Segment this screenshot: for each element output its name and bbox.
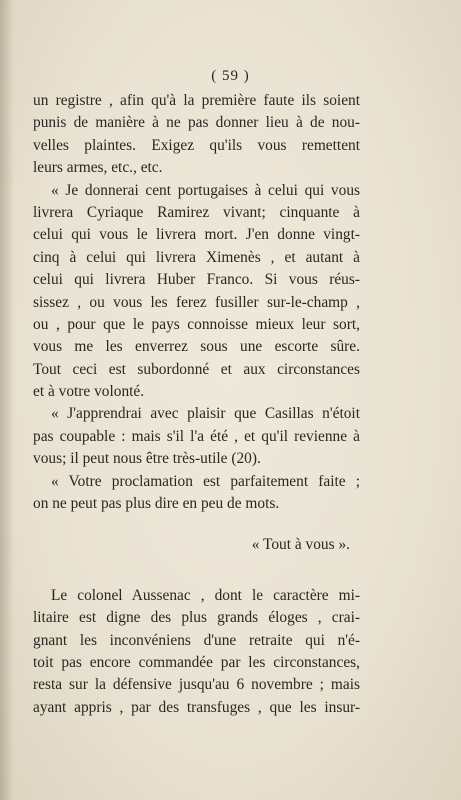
text-line: « Je donnerai cent portugaises à celui qui vous	[51, 181, 360, 199]
text-line: vous; il peut nous être très-utile (20).	[33, 450, 261, 468]
text-line: litaire est digne des plus grands éloges , crai-	[33, 609, 360, 627]
text-line: pas coupable : mais s'il l'a été , et qu'il revienne à	[33, 427, 360, 445]
text-line: velles plaintes. Exigez qu'ils vous remettent	[33, 136, 360, 154]
text-line: leurs armes, etc., etc.	[33, 159, 163, 177]
gutter-shadow	[0, 0, 14, 800]
text-line: resta sur la défensive jusqu'au 6 novembre ; mais	[33, 676, 360, 694]
text-line: ou , pour que le pays connoisse mieux leur sort,	[33, 315, 360, 333]
text-line: cinq à celui qui livrera Ximenès , et autant à	[33, 248, 360, 266]
text-line: « Votre proclamation est parfaitement faite ;	[51, 472, 360, 490]
text-line: livrera Cyriaque Ramirez vivant; cinquante à	[33, 203, 360, 221]
text-line: ayant appris , par des transfuges , que les insur-	[33, 698, 360, 716]
spacer	[33, 557, 360, 585]
text-line: Le colonel Aussenac , dont le caractère mi-	[51, 586, 360, 604]
text-line: Tout ceci est subordonné et aux circonstances	[33, 360, 360, 378]
body-text	[33, 90, 360, 719]
text-line: punis de manière à ne pas donner lieu à de nou-	[33, 114, 360, 132]
signature-line: « Tout à vous ».	[251, 536, 350, 554]
text-line: celui qui vous le livrera mort. J'en donne vingt-	[33, 226, 360, 244]
text-line: sissez , ou vous les ferez fusiller sur-le-champ ,	[33, 293, 360, 311]
text-line: un registre , afin qu'à la première faute ils soient	[33, 92, 360, 109]
text-line: gnant les inconvéniens d'une retraite qui n'é-	[33, 631, 360, 649]
text-line: celui qui livrera Huber Franco. Si vous réus-	[33, 271, 360, 289]
text-line: et à votre volonté.	[33, 383, 145, 401]
text-line: on ne peut pas plus dire en peu de mots.	[33, 495, 280, 513]
text-line: toit pas encore commandée par les circonstances,	[33, 653, 360, 671]
text-line: vous me les enverrez sous une escorte sûre.	[33, 338, 360, 356]
page-number: ( 59 )	[211, 68, 250, 84]
spacer	[33, 515, 360, 534]
text-line: « J'apprendrai avec plaisir que Casillas n'étoit	[51, 405, 360, 423]
